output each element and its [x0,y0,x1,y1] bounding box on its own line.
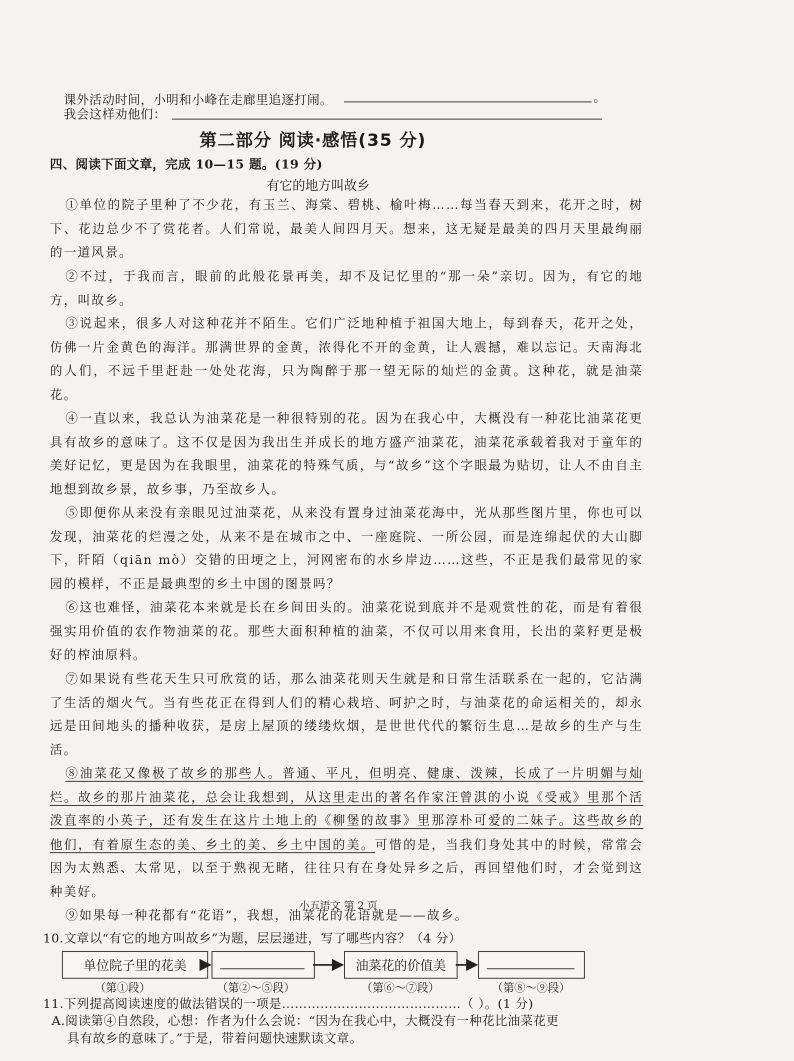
paragraph-9: ⑨如果每一种花都有“花语”，我想，油菜花的花语就是——故乡。 [65,909,469,923]
intro-line-2: 我会这样劝他们： [63,108,167,123]
paragraph-3: ③说起来，很多人对这种花并不陌生。它们广泛地种植于祖国大地上，每到春天，花开之处，仿佛一片金黄色的海洋。那满世界的金黄，浓得化不开的金黄，让人震撼，难以忘记。天南海北的人们，不远千里赶赴一处处花海，只为陶醉于那一望无际的灿烂的金黄。这种花，就是油菜花。 [49,317,644,403]
flow-box-3: 油菜花的价值美 [344,951,458,979]
flow-box-2[interactable] [212,951,315,979]
flow-arrow-3 [466,959,478,971]
paragraph-1: ①单位的院子里种了不少花，有玉兰、海棠、碧桃、榆叶梅……每当春天到来，花开之时，树下、花边总少不了赏花者。人们常说，最美人间四月天。想来，这无疑是最美的四月天里最绚丽的一道风景。 [49,198,644,260]
flow-arrow-2 [332,959,344,971]
question-10: 10.文章以“有它的地方叫故乡”为题，层层递进，写了哪些内容？（4 分） [43,932,462,946]
page-footer: 小五语文 第 2 页 [299,899,378,912]
flow-box-4-blank[interactable] [487,968,575,969]
flow-caption-3: （第⑥～⑦段） [361,982,440,996]
flow-caption-1: （第①段） [94,982,151,996]
flow-box-2-blank[interactable] [220,968,304,969]
part-title: 第二部分 阅读·感悟(35 分) [199,129,427,151]
paragraph-7: ⑦如果说有些花天生只可欣赏的话，那么油菜花则天生就是和日常生活联系在一起的，它沾满了生活的烟火气。当有些花正在得到人们的精心栽培、呵护之时，与油菜花的命运相关的，却永远是田间地头的播种收获，是房上屋顶的缕缕炊烟，是世世代代的繁衍生息…是故乡的生产与生活。 [49,672,644,758]
paragraph-6: ⑥这也难怪，油菜花本来就是长在乡间田头的。油菜花说到底并不是观赏性的花，而是有着很强实用价值的农作物油菜的花。那些大面积种植的油菜，不仅可以用来食用，长出的菜籽更是极好的榨油原料。 [49,601,644,663]
intro-line-1: 课外活动时间，小明和小峰在走廊里追逐打闹。 [63,93,333,108]
flow-box-4[interactable] [478,951,585,979]
flow-box-1: 单位院子里的花美 [62,951,208,979]
flow-caption-4: （第⑧～⑨段） [491,982,571,996]
question-11: 11.下列提高阅读速度的做法错误的一项是……………………………………（ ）。(1 分) [43,997,534,1012]
question-11-option-a[interactable]: A.阅读第④自然段，心想：作者为什么会说：“因为在我心中，大概没有一种花比油菜花更 [51,1014,559,1029]
flow-caption-2: （第②～⑤段） [216,982,295,996]
section-header: 四、阅读下面文章，完成 10—15 题。(19 分) [49,157,323,172]
answer-line-2[interactable] [172,119,602,120]
intro-line-1-end: 。 [593,91,607,105]
paragraph-8 [50,763,643,905]
flow-arrow-1 [200,959,212,971]
flow-arrow-shaft-2 [313,964,334,966]
article-title: 有它的地方叫故乡 [266,178,370,194]
paragraph-8-underlined: ⑧油菜花又像极了故乡的那些人。普通、平凡，但明亮、健康、泼辣，长成了一片明媚与灿烂。故乡的那片油菜花，总会让我想到，从这里走出的著名作家汪曾淇的小说《受戒》里那个活泼直率的小英子，还有发生在这片土地上的《柳堡的故事》里那淳朴可爱的二妹子。这些故乡的他们，有着原生态的美、乡土的美、乡土中国的美。 [49,767,644,852]
paragraph-2: ②不过，于我而言，眼前的此般花景再美，却不及记忆里的“那一朵”亲切。因为，有它的地方，叫故乡。 [49,270,644,308]
question-11-option-a-cont: 具有故乡的意味了。”于是，带着问题快速默读文章。 [67,1032,363,1046]
paragraph-4: ④一直以来，我总认为油菜花是一种很特别的花。因为在我心中，大概没有一种花比油菜花更具有故乡的意味了。这不仅是因为我出生并成长的地方盛产油菜花，油菜花承载着我对于童年的美好记忆，更是因为在我眼里，油菜花的特殊气质，与“故乡”这个字眼最为贴切，让人不由自主地想到故乡景，故乡事，乃至故乡人。 [49,411,644,497]
answer-line-1[interactable] [344,101,592,102]
paragraph-8-rest: 可惜的是，当我们身处其中的时候，常常会因为太熟悉、太常见，以至于熟视无睹，往往只有在身处异乡之后，再回望他们时，才会觉到这种美好。 [49,838,644,900]
paragraph-5: ⑤即便你从来没有亲眼见过油菜花，从来没有置身过油菜花海中，光从那些图片里，你也可以发现，油菜花的烂漫之处，从来不是在城市之中、一座庭院、一所公园，而是连绵起伏的大山脚下，阡陌（qiān mò）交错的田埂之上，河网密布的水乡岸边……这些，不正是我们最常见的家园的模样，不正是最典型的乡土中国的图景吗？ [49,506,644,592]
